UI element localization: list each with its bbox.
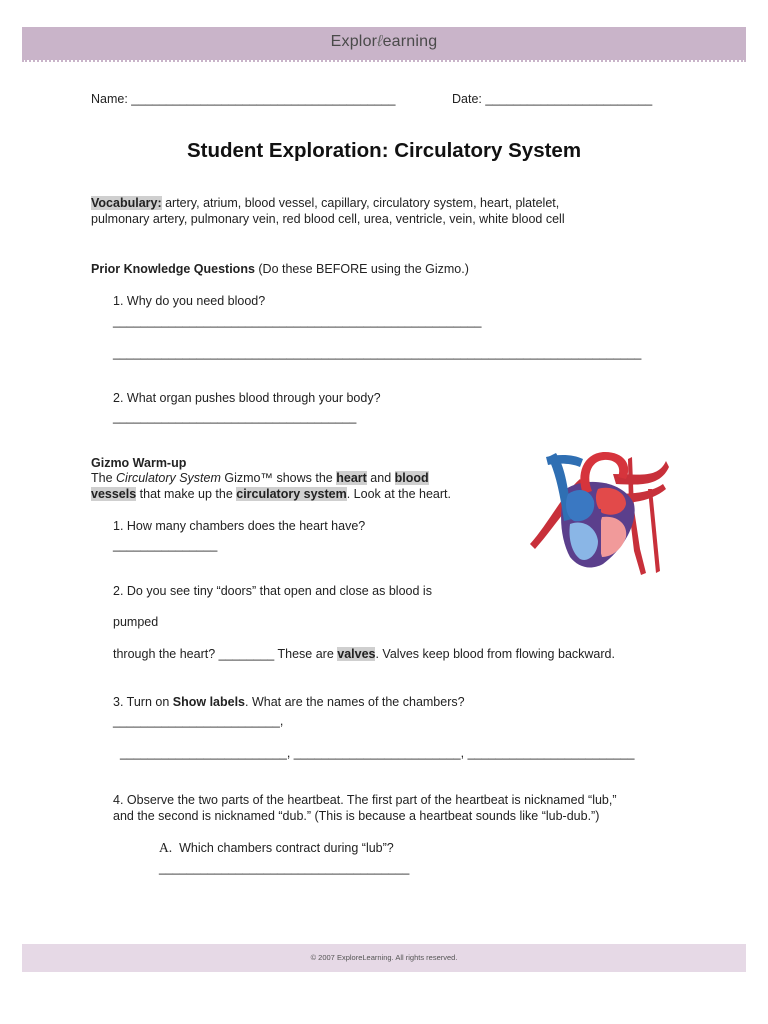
warmup-question-2-continued: pumped <box>113 615 159 629</box>
page-title: Student Exploration: Circulatory System <box>186 139 582 162</box>
answer-line[interactable]: ____________________________________________________________________________ <box>113 346 642 360</box>
leaf-icon: ℓ <box>377 33 383 50</box>
warmup-paragraph-line-1: The Circulatory System Gizmo™ shows the heart and blood <box>91 471 429 485</box>
answer-line[interactable]: ____________________________________ <box>159 861 410 875</box>
page-footer <box>22 944 746 972</box>
copyright-text: © 2007 ExploreLearning. All rights reserved. <box>310 953 458 962</box>
warmup-question-3: 3. Turn on Show labels. What are the names of the chambers? <box>113 695 465 709</box>
septum <box>598 509 601 559</box>
heart-diagram <box>528 449 670 575</box>
question-4a: A. Which chambers contract during “lub”? <box>159 840 394 855</box>
page-header-banner <box>22 27 746 60</box>
warmup-question-2: 2. Do you see tiny “doors” that open and close as blood is <box>113 584 432 598</box>
name-field[interactable]: Name: ______________________________________ <box>91 92 396 106</box>
vocabulary-label: Vocabulary: <box>91 196 162 210</box>
vocabulary-line-2: pulmonary artery, pulmonary vein, red blood cell, urea, ventricle, vein, white blood cell <box>91 212 565 226</box>
header-divider <box>22 60 746 62</box>
answer-line[interactable]: _____________________________________________________ <box>113 314 482 328</box>
warmup-paragraph-line-2: vessels that make up the circulatory system. Look at the heart. <box>91 487 451 501</box>
prior-question-2: 2. What organ pushes blood through your body? <box>113 391 381 405</box>
warmup-question-2-line-3: through the heart? ________ These are valves. Valves keep blood from flowing backward. <box>113 647 615 661</box>
answer-line[interactable]: ________________________, ________________________, ________________________ <box>120 746 635 760</box>
vocabulary-line-1: Vocabulary: artery, atrium, blood vessel, capillary, circulatory system, heart, platelet, <box>91 196 560 210</box>
warmup-question-4: 4. Observe the two parts of the heartbeat. The first part of the heartbeat is nicknamed “lub,” <box>113 793 617 807</box>
explorelearning-logo: Explorℓearning <box>330 33 438 50</box>
right-vein-lower <box>648 489 660 573</box>
prior-knowledge-heading: Prior Knowledge Questions (Do these BEFORE using the Gizmo.) <box>91 262 469 276</box>
answer-line[interactable]: ___________________________________ <box>113 410 357 424</box>
prior-question-1: 1. Why do you need blood? <box>113 294 266 308</box>
warmup-question-1: 1. How many chambers does the heart have? <box>113 519 366 533</box>
answer-line[interactable]: _______________ <box>113 538 218 552</box>
date-field[interactable]: Date: ________________________ <box>452 92 653 106</box>
gizmo-warmup-heading: Gizmo Warm-up <box>91 456 187 470</box>
warmup-question-4-continued: and the second is nicknamed “dub.” (This is because a heartbeat sounds like “lub-dub.”) <box>113 809 600 823</box>
answer-line[interactable]: ________________________, <box>113 714 284 728</box>
